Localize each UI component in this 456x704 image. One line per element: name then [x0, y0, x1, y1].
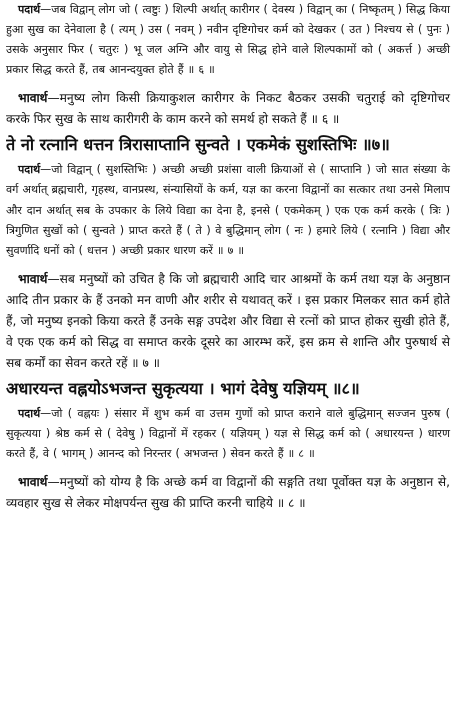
bhavartha-paragraph-6	[6, 88, 450, 130]
bhavartha-paragraph-8	[6, 472, 450, 514]
padartha-label: पदार्थ	[18, 3, 41, 16]
bhavartha-label: भावार्थ	[18, 475, 48, 490]
padartha-label: पदार्थ	[18, 406, 41, 420]
padartha-paragraph-7	[6, 160, 450, 260]
bhavartha-label: भावार्थ	[18, 271, 48, 286]
spacer	[6, 464, 450, 472]
padartha-paragraph-6	[6, 0, 450, 80]
verse-8: अधारयन्त वह्नयोऽभजन्त सुकृत्यया । भागं देवेषु यज्ञियम् ॥८॥	[6, 378, 360, 398]
padartha-label: पदार्थ	[18, 163, 41, 177]
bhavartha-text: —मनुष्य लोग किसी क्रियाकुशल कारीगर के निकट बैठकर उसकी चतुराई को दृष्टिगोचर करके फिर सुख के साथ कारीगरी के काम करने को समर्थ हो सकते हैं ॥ ६ ॥	[6, 91, 450, 127]
verse-7: ते नो रत्नानि धत्तन त्रिरासाप्तानि सुन्वते । एकमेकं सुशस्तिभिः ॥७॥	[6, 135, 390, 155]
padartha-text: —जब विद्वान् लोग जो ( त्वष्टुः ) शिल्पी अर्थात् कारीगर ( देवस्य ) विद्वान् का ( निष्कृतम् ) सिद्ध किया हुआ सुख का देनेवाला है ( त्यम् ) उस ( नवम् ) नवीन दृष्टिगोचर कर्म को देखकर ( उत ) निश्चय से ( पुनः ) उसके अनुसार फिर ( चतुरः ) भू जल अग्नि और वायु से सिद्ध होने वाले शिल्पकामों को ( अकर्त्त ) अच्छी प्रकार सिद्ध करते हैं, तब आनन्दयुक्त होते हैं ॥ ६ ॥	[6, 3, 450, 77]
bhavartha-paragraph-7	[6, 269, 450, 374]
spacer	[6, 80, 450, 88]
bhavartha-text: —सब मनुष्यों को उचित है कि जो ब्रह्मचारी आदि चार आश्रमों के कर्म तथा यज्ञ के अनुष्ठान आदि तीन प्रकार के हैं उनको मन वाणी और शरीर से यथावत् करें । इस प्रकार मिलकर सात कर्म होते हैं, जो मनुष्य इनको किया करते हैं उनके सङ्ग उपदेश और विद्या से रत्नों को प्राप्त होकर सुखी होते हैं, वे एक एक कर्म को सिद्ध वा समाप्त करके दूसरे का आरम्भ करें, इस क्रम से शान्ति और पुरुषार्थ से सब कर्मों का सेवन करते रहें ॥ ७ ॥	[6, 271, 450, 370]
bhavartha-text: —मनुष्यों को योग्य है कि अच्छे कर्म वा विद्वानों की सङ्गति तथा पूर्वोक्त यज्ञ के अनुष्ठान से, व्यवहार सुख से लेकर मोक्षपर्यन्त सुख की प्राप्ति करनी चाहिये ॥ ८ ॥	[6, 475, 450, 511]
padartha-text: —जो ( वह्नयः ) संसार में शुभ कर्म वा उत्तम गुणों को प्राप्त कराने वाले बुद्धिमान् सज्जन पुरुष ( सुकृत्यया ) श्रेष्ठ कर्म से ( देवेषु ) विद्वानों में रहकर ( यज्ञियम् ) यज्ञ से सिद्ध कर्म को ( अधारयन्त ) धारण करते हैं, वे ( भागम् ) आनन्द को निरन्तर ( अभजन्त ) सेवन करते हैं ॥ ८ ॥	[6, 406, 450, 461]
bhavartha-label: भावार्थ	[18, 91, 48, 106]
padartha-paragraph-8	[6, 404, 450, 464]
padartha-text: —जो विद्वान् ( सुशस्तिभिः ) अच्छी अच्छी प्रशंसा वाली क्रियाओं से ( साप्तानि ) जो सात संख्या के वर्ग अर्थात् ब्रह्मचारी, गृहस्थ, वानप्रस्थ, संन्यासियों के कर्म, यज्ञ का करना विद्वानों का सत्कार तथा उनसे मिलाप और दान अर्थात् सब के उपकार के लिये विद्या का देना है, इनसे ( एकमेकम् ) एक एक कर्म करके ( त्रिः ) त्रिगुणित सुखों को ( सुन्वते ) प्राप्त करते हैं ( ते ) वे बुद्धिमान् लोग ( नः ) हमारे लिये ( रत्नानि ) विद्या और सुवर्णादि धनों को ( धत्तन ) अच्छी प्रकार धारण करें ॥ ७ ॥	[6, 163, 450, 257]
spacer	[6, 261, 450, 269]
